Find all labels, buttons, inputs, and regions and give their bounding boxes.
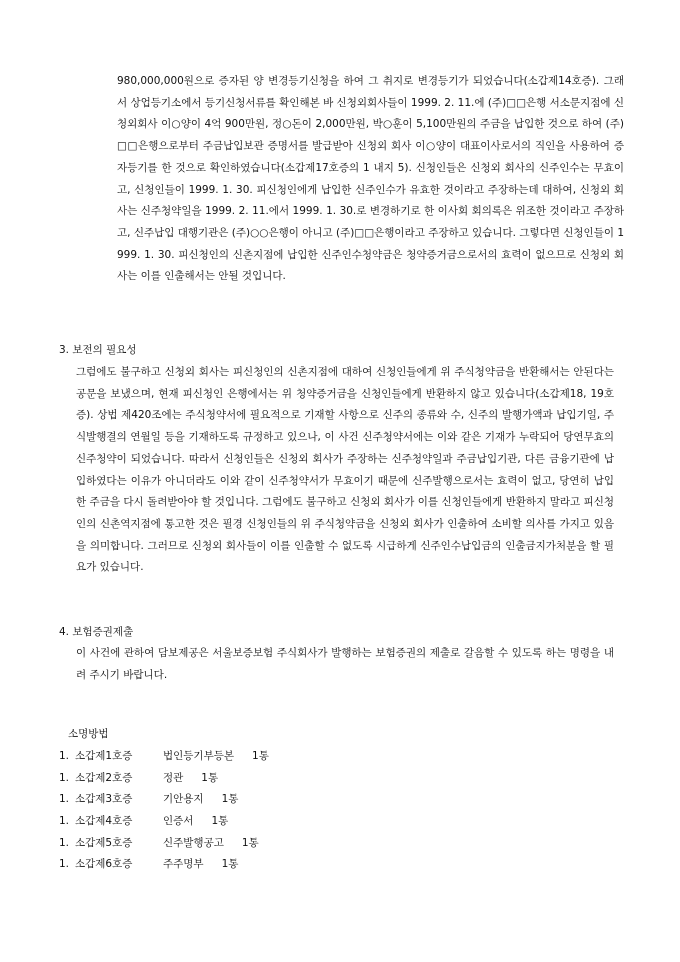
- evidence-item: [59, 854, 269, 876]
- evidence-heading: 소명방법: [68, 728, 109, 740]
- evidence-document: 신주발행공고: [163, 836, 224, 849]
- evidence-count: 1통: [221, 858, 239, 871]
- evidence-document: 법인등기부등본: [163, 750, 235, 762]
- evidence-code: 소갑제4호증: [75, 815, 133, 828]
- section-4-heading: 4. 보험증권제출: [59, 626, 134, 638]
- evidence-number: 1.: [59, 836, 70, 849]
- evidence-item: [59, 833, 269, 855]
- evidence-number: 1.: [59, 771, 70, 784]
- evidence-document: 인증서: [163, 815, 194, 828]
- evidence-code: 소갑제2호증: [75, 771, 133, 784]
- evidence-count: 1통: [252, 750, 269, 762]
- intro-paragraph: 980,000,000원으로 증자된 양 변경등기신청을 하여 그 취지로 변경등기가 되었습니다(소갑제14호증). 그래서 상업등기소에서 등기신청서류를 확인해본 바 신청외회사들이 1999. 2. 11.에 (주)□□은행 서소문지점에 신청외회사 이○양이 4억 900만원, 정○돈이 2,000만원, 박○훈이 5,100만원의 주금을 납입한 것으로 하여 (주)□□은행으로부터 주금납입보관 증명서를 발급받아 신청외 회사 이○양이 대표이사로서의 직인을 사용하여 증자등기를 한 것으로 확인하였습니다(소갑제17호증의 1 내지 5). 신청인들은 신청외 회사의 신주인수는 무효이고, 신청인들이 1999. 1. 30. 피신청인에게 납입한 신주인수가 유효한 것이라고 주장하는데 대하여, 신청외 회사는 신주청약일을 1999. 2. 11.에서 1999. 1. 30.로 변경하기로 한 이사회 회의록은 위조한 것이라고 주장하고, 신주납입 대행기관은 (주)○○은행이 아니고 (주)□□은행이라고 주장하고 있습니다. 그렇다면 신청인들이 1999. 1. 30. 피신청인의 신촌지점에 납입한 신주인수청약금은 청약증거금으로서의 효력이 없으므로 신청외 회사는 이를 인출해서는 안될 것입니다.: [117, 75, 625, 283]
- evidence-item: [59, 746, 269, 768]
- evidence-count: 1통: [241, 836, 259, 849]
- evidence-document: 정관: [163, 771, 184, 784]
- evidence-document: 기안용지: [163, 793, 204, 806]
- evidence-code: 소갑제3호증: [75, 793, 133, 806]
- evidence-number: 1.: [59, 750, 70, 762]
- evidence-number: 1.: [59, 815, 70, 828]
- evidence-count: 1통: [211, 815, 229, 828]
- evidence-number: 1.: [59, 793, 70, 806]
- section-4-body: 이 사건에 관하여 담보제공은 서울보증보험 주식회사가 발행하는 보험증권의 제출로 갈음할 수 있도록 하는 명령을 내려 주시기 바랍니다.: [76, 647, 614, 681]
- evidence-item: [59, 811, 269, 833]
- section-3-heading: 3. 보전의 필요성: [59, 344, 137, 356]
- evidence-count: 1통: [221, 793, 239, 806]
- evidence-list: [59, 746, 269, 876]
- section-3-body: 그럼에도 불구하고 신청외 회사는 피신청인의 신촌지점에 대하여 신청인들에게 위 주식청약금을 반환해서는 안된다는 공문을 보냈으며, 현재 피신청인 은행에서는 위 청약증거금을 신청인들에게 반환하지 않고 있습니다(소갑제18, 19호증). 상법 제420조에는 주식청약서에 필요적으로 기재할 사항으로 신주의 종류와 수, 신주의 발행가액과 납입기일, 주식발행결의 연월일 등을 기재하도록 규정하고 있으나, 이 사건 신주청약서에는 이와 같은 기재가 누락되어 당연무효의 신주청약이 되었습니다. 따라서 신청인들은 신청외 회사가 주장하는 신주청약일과 주금납입기관, 다른 금융기관에 납입하였다는 이유가 아니더라도 이와 같이 신주청약서가 무효이기 때문에 신주발행으로서는 효력이 없고, 당연히 납입한 주금을 다시 돌려받아야 할 것입니다. 그럼에도 불구하고 신청외 회사가 이를 신청인들에게 반환하지 말라고 피신청인의 신촌역지점에 통고한 것은 필경 신청인들의 위 주식청약금을 신청외 회사가 인출하여 소비할 의사를 가지고 있음을 의미합니다. 그러므로 신청외 회사들이 이를 인출할 수 없도록 시급하게 신주인수납입금의 인출금지가처분을 할 필요가 있습니다.: [76, 366, 614, 574]
- evidence-item: [59, 768, 269, 790]
- evidence-count: 1통: [201, 771, 219, 784]
- evidence-code: 소갑제1호증: [75, 750, 133, 762]
- evidence-code: 소갑제6호증: [75, 858, 133, 871]
- evidence-document: 주주명부: [163, 858, 204, 871]
- evidence-number: 1.: [59, 858, 70, 871]
- evidence-code: 소갑제5호증: [75, 836, 133, 849]
- evidence-item: [59, 789, 269, 811]
